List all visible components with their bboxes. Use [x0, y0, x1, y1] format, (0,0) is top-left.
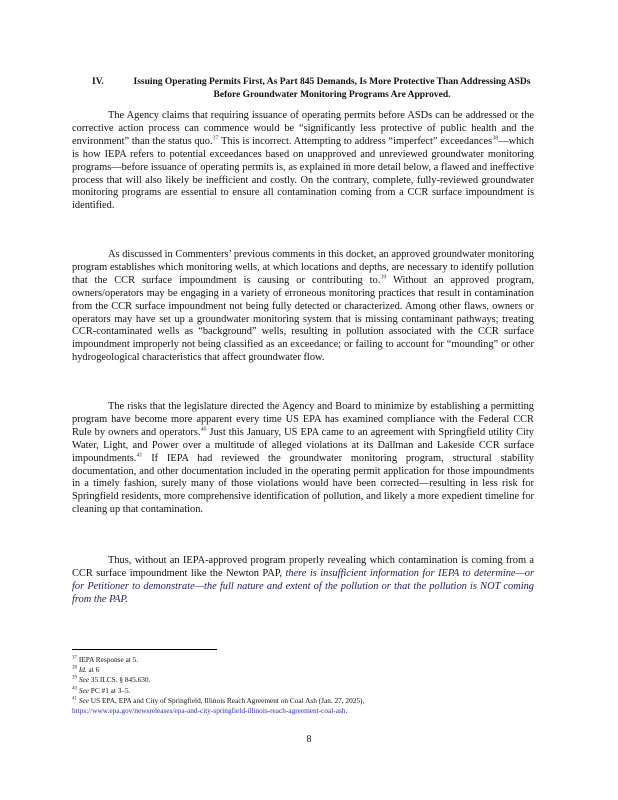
footnote-text: 35 ILCS. § 845.630.: [88, 675, 151, 685]
p2-text-2: Without an approved program, owners/operators may be engaging in a variety of erroneous monitoring practices that result in contamination from the CCR surface impoundment not being fully detected or characterized. Among other flaws, owners or operators may have set up a groundwater monitoring system that is missing contaminant pathways; treating CCR-contaminated wells as “background” wells, resulting in pollution associated with the CCR surface impoundment improperly not being classified as an exceedance; or failing to account for “mounding” or other hydrogeological characteristics that affect groundwater flow.: [72, 274, 534, 364]
footnote-41-link-line: [72, 706, 534, 716]
footnote-signal: See: [78, 695, 89, 705]
footnote-divider: [72, 649, 217, 650]
footnote-ref-37[interactable]: 37: [212, 135, 219, 142]
footnote-number: 39: [72, 675, 77, 681]
footnote-number: 40: [72, 686, 77, 692]
paragraph-2: [72, 249, 534, 365]
footnote-text: PC #1 at 3–5.: [88, 685, 131, 695]
footnote-41: [72, 696, 534, 706]
footnote-text: IEPA Response at 5.: [78, 655, 139, 664]
footnote-link-period: .: [345, 706, 348, 716]
paragraph-3: [72, 401, 534, 517]
footnote-37: [72, 655, 534, 665]
section-title: Issuing Operating Permits First, As Part 845 Demands, Is More Protective Than Addressing ASDs Before Groundwater Monitoring Programs Are Approved.: [133, 77, 531, 100]
footnote-text: at 6: [86, 665, 100, 675]
footnote-link[interactable]: https://www.epa.gov/newsreleases/epa-and-city-springfield-illinois-reach-agreement-coal-ash: [72, 706, 346, 716]
footnote-39: [72, 675, 534, 685]
footnote-ref-38[interactable]: 38: [492, 135, 499, 142]
footnote-signal: See: [78, 675, 89, 685]
p4-italic-text: there is insufficient information for IEPA to determine—or for Petitioner to demonstrate—the full nature and extent of the pollution or that the pollution is NOT coming from the PAP.: [72, 567, 535, 605]
footnote-text: US EPA, EPA and City of Springfield, Illinois Reach Agreement on Coal Ash (Jan. 27, 2025),: [88, 695, 365, 705]
p1-text-2: This is incorrect. Attempting to address “imperfect” exceedances: [218, 135, 493, 147]
footnote-38: [72, 665, 534, 675]
p3-text-1: The risks that the legislature directed the Agency and Board to minimize by establishing a permitting program have become more apparent every time US EPA has examined compliance with the Federal CCR Rule by owners and operators.: [72, 401, 534, 438]
p3-text-3: If IEPA had reviewed the groundwater monitoring program, structural stability documentation, and other documentation included in the operating permit application for those impoundments in a timely fashion, surely many of those violations would have been corrected—resulting in less risk for Springfield residents, more comprehensive identification of pollution, and likely a more expedient timeline for cleaning up that contamination.: [72, 452, 534, 516]
page-number: 8: [306, 734, 312, 745]
footnote-signal: See: [78, 685, 89, 695]
footnote-ref-41[interactable]: 41: [136, 452, 143, 459]
footnote-number: 41: [72, 696, 77, 702]
paragraph-4: [72, 555, 534, 607]
footnote-number: 37: [72, 655, 77, 661]
p2-text-1: As discussed in Commenters’ previous comments in this docket, an approved groundwater monitoring program establishes which monitoring wells, at which locations and depths, are necessary to identify pollution that the CCR surface impoundment is causing or contributing to.: [72, 249, 534, 286]
footnote-ref-39[interactable]: 39: [380, 274, 387, 281]
footnote-40: [72, 686, 534, 696]
section-number: IV.: [92, 77, 104, 87]
paragraph-1: [72, 110, 534, 213]
p1-text-3: —which is how IEPA refers to potential exceedances based on unapproved and unreviewed groundwater monitoring programs—before issuance of operating permits is, as explained in more detail below, a flawed and ineffective process that will also likely be inefficient and costly. On the contrary, complete, fully-reviewed groundwater monitoring programs are essential to ensure all contamination coming from a CCR surface impoundment is identified.: [72, 135, 534, 212]
footnotes: [72, 655, 534, 716]
p1-text-1: The Agency claims that requiring issuance of operating permits before ASDs can be addressed or the corrective action process can commence would be “significantly less protective of public health and the environment” than the status quo.: [72, 110, 534, 147]
footnote-signal: Id.: [78, 665, 87, 675]
footnote-number: 38: [72, 665, 77, 671]
p4-text-1: Thus, without an IEPA-approved program properly revealing which contamination is coming from a CCR surface impoundment like the Newton PAP,: [72, 555, 534, 579]
footnote-ref-40[interactable]: 40: [200, 426, 207, 433]
p3-text-2: Just this January, US EPA came to an agreement with Springfield utility City Water, Light, and Power over a multitude of alleged violations at its Dallman and Lakeside CCR surface impoundments.: [72, 426, 534, 464]
